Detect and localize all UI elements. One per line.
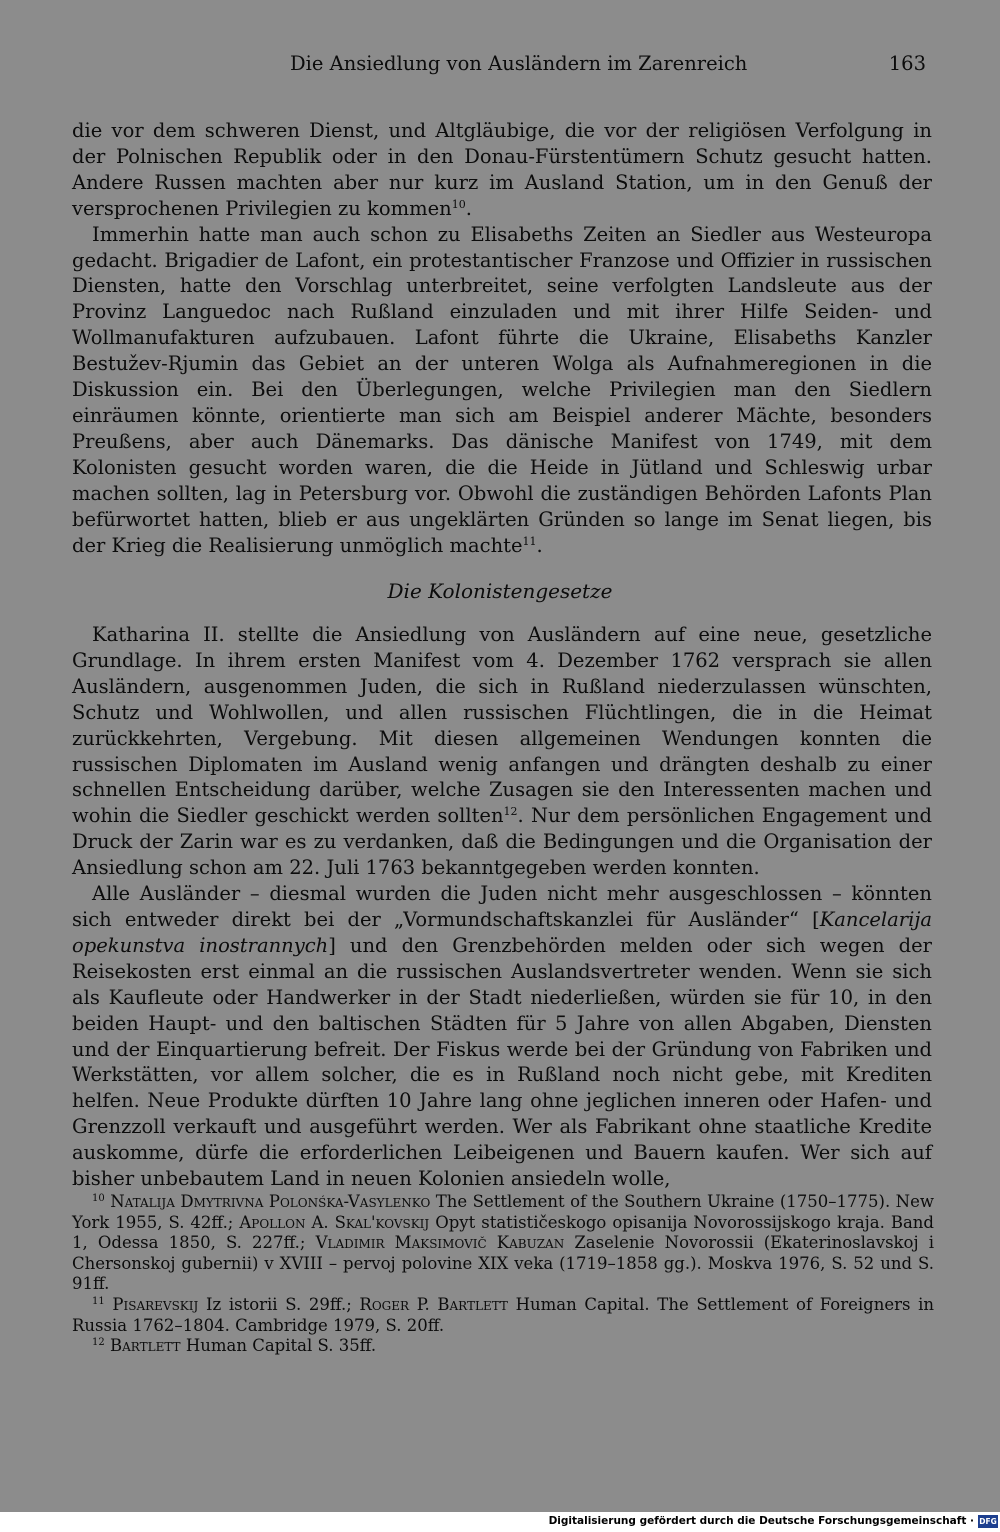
- body-text-section-1: [72, 118, 932, 558]
- funding-note: Digitalisierung gefördert durch die Deutsche Forschungsgemeinschaft ·: [548, 1515, 974, 1527]
- footnote-12: [72, 1336, 934, 1357]
- author-name: Vladimir Maksimovič Kabuzan: [315, 1233, 565, 1253]
- footnote-number: 11: [92, 1295, 105, 1307]
- author-name: Pisarevskij: [112, 1294, 199, 1314]
- section-heading: Die Kolonistengesetze: [387, 579, 613, 603]
- body-text-section-2: [72, 622, 932, 1192]
- running-title: Die Ansiedlung von Ausländern im Zarenreich: [290, 52, 748, 75]
- paragraph: [72, 881, 932, 1192]
- digitization-footer: [0, 1512, 1000, 1532]
- author-name: Natalija Dmytrivna Polonśka-Vasylenko: [110, 1192, 431, 1211]
- footnote-number: 12: [92, 1337, 105, 1349]
- paragraph-text: Alle Ausländer – diesmal wurden die Juden nicht mehr ausgeschlossen – könnten sich entweder direkt bei der „Vormundschaftskanzlei für Ausländer“ [: [72, 882, 932, 931]
- paragraph-text: Katharina II. stellte die Ansiedlung von Ausländern auf eine neue, gesetzliche Grundlage. In ihrem ersten Manifest vom 4. Dezember 1762 versprach sie allen Ausländern, ausgenommen Juden, die sich in Rußland niederzulassen wünschten, Schutz und Wohlwollen, und allen russischen Flüchtlingen, die in die Heimat zurückkehrten, Vergebung. Mit diesen allgemeinen Wendungen konnten die russischen Diplomaten im Ausland wenig anfangen und drängten deshalb zu einer schnellen Entscheidung darüber, welche Zusagen sie den Interessenten machen und wohin die Siedler geschickt werden sollten: [72, 623, 932, 828]
- footnote-ref[interactable]: 11: [522, 534, 537, 548]
- citation-text: Human Capital. The Settlement of Foreigners in Russia 1762–1804. Cambridge 1979, S. 20ff.: [72, 1294, 934, 1335]
- footnote-ref[interactable]: 10: [451, 197, 466, 211]
- paragraph-text: .: [536, 533, 543, 557]
- footnotes: [72, 1192, 934, 1357]
- citation-text: The Settlement of the Southern Ukraine (1750–1775). New York 1955, S. 42ff.;: [72, 1192, 934, 1232]
- footnote-ref[interactable]: 12: [503, 805, 518, 819]
- citation-text: Human Capital S. 35ff.: [180, 1336, 377, 1356]
- running-header: [72, 52, 928, 82]
- paragraph: [72, 622, 932, 881]
- citation-text: Opyt statističeskogo opisanija Novorossijskogo kraja. Band 1, Odessa 1850, S. 227ff.;: [72, 1212, 934, 1253]
- author-name: Roger P. Bartlett: [359, 1294, 508, 1314]
- footnote-10: [72, 1192, 934, 1295]
- paragraph-text: Immerhin hatte man auch schon zu Elisabeths Zeiten an Siedler aus Westeuropa gedacht. Brigadier de Lafont, ein protestantischer Franzose und Offizier in russischen Diensten, hatte den Vorschlag unterbreitet, seine verfolgten Landsleute aus der Provinz Languedoc nach Rußland einzuladen und mit ihrer Hilfe Seiden- und Wollmanufakturen aufzubauen. Lafont führte die Ukraine, Elisabeths Kanzler Bestužev-Rjumin das Gebiet an der unteren Wolga als Aufnahmeregionen in die Diskussion ein. Bei den Überlegungen, welche Privilegien man den Siedlern einräumen könnte, orientierte man sich am Beispiel anderer Mächte, besonders Preußens, aber auch Dänemarks. Das dänische Manifest von 1749, mit dem Kolonisten gesucht worden waren, die die Heide in Jütland und Schleswig urbar machen sollten, lag in Petersburg vor. Obwohl die zuständigen Behörden Lafonts Plan befürwortet hatten, blieb er aus ungeklärten Gründen so lange im Senat liegen, bis der Krieg die Realisierung unmöglich machte: [72, 222, 932, 557]
- paragraph-text: . Nur dem persönlichen Engagement und Druck der Zarin war es zu verdanken, daß die Bedingungen und die Organisation der Ansiedlung schon am 22. Juli 1763 bekanntgegeben werden konnten.: [72, 804, 932, 880]
- dfg-logo-icon: DFG: [979, 1517, 997, 1526]
- paragraph-text: ] und den Grenzbehörden melden oder sich wegen der Reisekosten erst einmal an die russischen Auslandsvertreter wenden. Wenn sie sich als Kaufleute oder Handwerker in der Stadt niederließen, würden sie für 10, in den beiden Haupt- und den baltischen Städten für 5 Jahre von allen Abgaben, Diensten und der Einquartierung befreit. Der Fiskus werde bei der Gründung von Fabriken und Werkstätten, vor allem solcher, die es in Rußland noch nicht gebe, mit Krediten helfen. Neue Produkte dürften 10 Jahre lang ohne jeglichen inneren oder Hafen- und Grenzzoll verkauft und ausgeführt werden. Wer als Fabrikant ohne staatliche Kredite auskomme, dürfe die erforderlichen Leibeigenen und Bauern kaufen. Wer sich auf bisher unbebautem Land in neuen Kolonien ansiedeln wolle,: [72, 933, 933, 1191]
- paragraph: [72, 222, 932, 559]
- citation-text: Iz istorii S. 29ff.;: [198, 1294, 360, 1314]
- russian-term: Kancelarija opekunstva inostrannych: [72, 907, 932, 957]
- paragraph-text: die vor dem schweren Dienst, und Altgläubige, die vor der religiösen Verfolgung in der Polnischen Republik oder in den Donau-Fürstentümern Schutz gesucht hatten. Andere Russen machten aber nur kurz im Ausland Station, um in den Genuß der versprochenen Privilegien zu kommen: [72, 119, 932, 220]
- page-number: 163: [888, 52, 926, 75]
- citation-text: Zaselenie Novorossii (Ekaterinoslavskoj i Chersonskoj gubernii) v XVIII – pervoj polovine XIX veka (1719–1858 gg.). Moskva 1976, S. 52 und S. 91ff.: [72, 1233, 934, 1294]
- paragraph: [72, 118, 932, 222]
- footnote-11: [72, 1295, 934, 1336]
- author-name: Apollon A. Skal'kovskij: [239, 1212, 430, 1232]
- author-name: Bartlett: [109, 1336, 181, 1356]
- paragraph-text: .: [465, 196, 472, 220]
- footnote-number: 10: [92, 1193, 105, 1204]
